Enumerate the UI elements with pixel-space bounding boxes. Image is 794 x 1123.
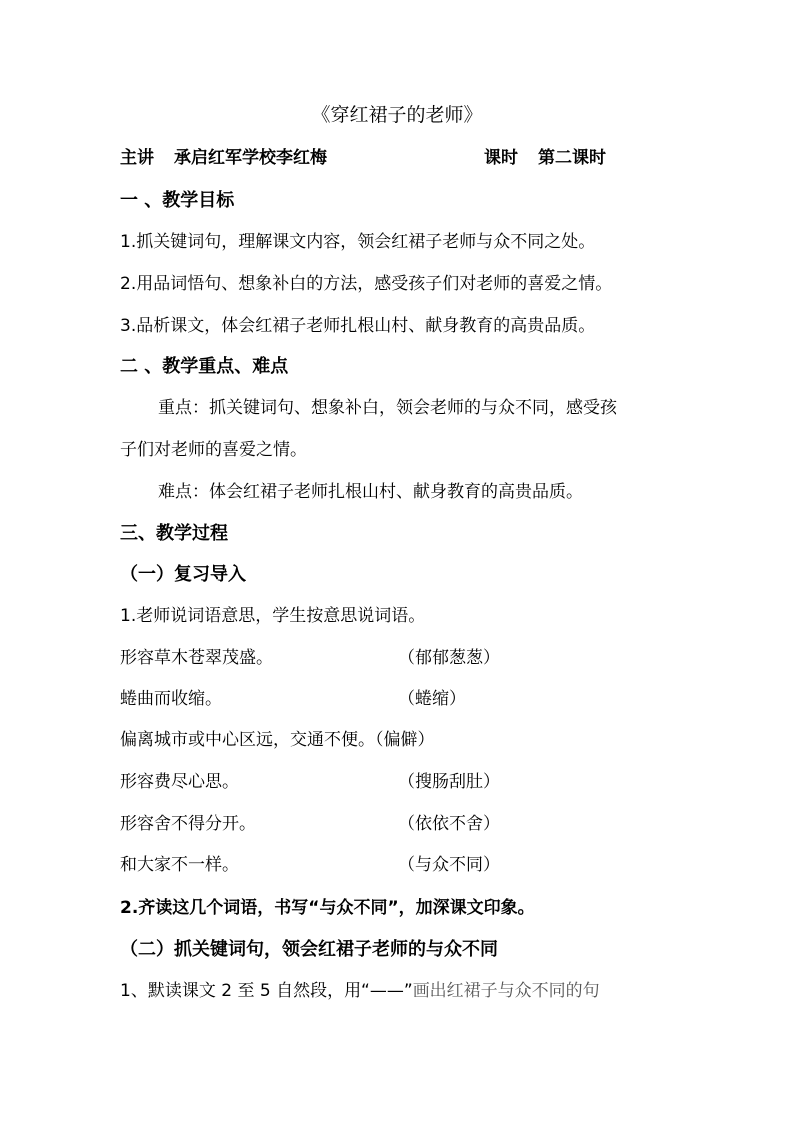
sub2-item1 [120,983,600,1000]
vocab-meaning: 和大家不一样。 [120,855,239,875]
vocab-row [120,816,680,833]
vocab-meaning: 形容草木苍翠茂盛。 [120,648,273,668]
sub1-item2: 2.齐读这几个词语，书写“与众不同”，加深课文印象。 [120,898,535,918]
period-value: 第二课时 [538,148,606,168]
vocab-word: （搜肠刮肚） [398,772,500,792]
difficulty-point: 难点：体会红裙子老师扎根山村、献身教育的高贵品质。 [158,482,583,502]
section1-heading: 一 、教学目标 [120,190,235,211]
vocab-meaning: 形容舍不得分开。 [120,814,256,834]
sub2-item1-part2: 画出红裙子与众不同的句 [412,981,600,1001]
sub2-item1-part1: 1、默读课文 2 至 5 自然段，用“——” [120,981,413,1001]
objective-item: 3.品析课文，体会红裙子老师扎根山村、献身教育的高贵品质。 [120,316,596,336]
vocab-row [120,650,680,667]
lesson-title: 《穿红裙子的老师》 [311,104,483,126]
sub1-intro: 1.老师说词语意思，学生按意思说词语。 [120,606,426,626]
header-line [120,148,606,168]
vocab-word: （蜷缩） [398,689,466,709]
vocab-meaning: 蜷曲而收缩。 [120,689,222,709]
objective-item: 1.抓关键词句，理解课文内容，领会红裙子老师与众不同之处。 [120,232,596,252]
vocab-row [120,774,680,791]
key-point-line2: 子们对老师的喜爱之情。 [120,440,307,460]
lecturer-value: 承启红军学校李红梅 [174,148,327,168]
section3-heading: 三、教学过程 [120,523,228,544]
vocab-row [120,732,680,749]
period-info [484,150,606,167]
vocab-meaning: 偏离城市或中心区远，交通不便。 [120,730,375,750]
vocab-word: （依依不舍） [398,814,500,834]
objective-item: 2.用品词悟句、想象补白的方法，感受孩子们对老师的喜爱之情。 [120,274,613,294]
vocab-row [120,857,680,874]
sub1-heading: （一）复习导入 [120,564,246,585]
period-label: 课时 [484,148,518,168]
lecturer-label: 主讲 [120,148,154,168]
key-point-line1: 重点：抓关键词句、想象补白，领会老师的与众不同，感受孩 [158,398,617,418]
vocab-word: （偏僻） [375,730,435,750]
section2-heading: 二 、教学重点、难点 [120,356,289,377]
vocab-meaning: 形容费尽心思。 [120,772,239,792]
vocab-row [120,691,680,708]
vocab-word: （郁郁葱葱） [398,648,500,668]
vocab-word: （与众不同） [398,855,500,875]
sub2-heading: （二）抓关键词句，领会红裙子老师的与众不同 [120,939,498,960]
